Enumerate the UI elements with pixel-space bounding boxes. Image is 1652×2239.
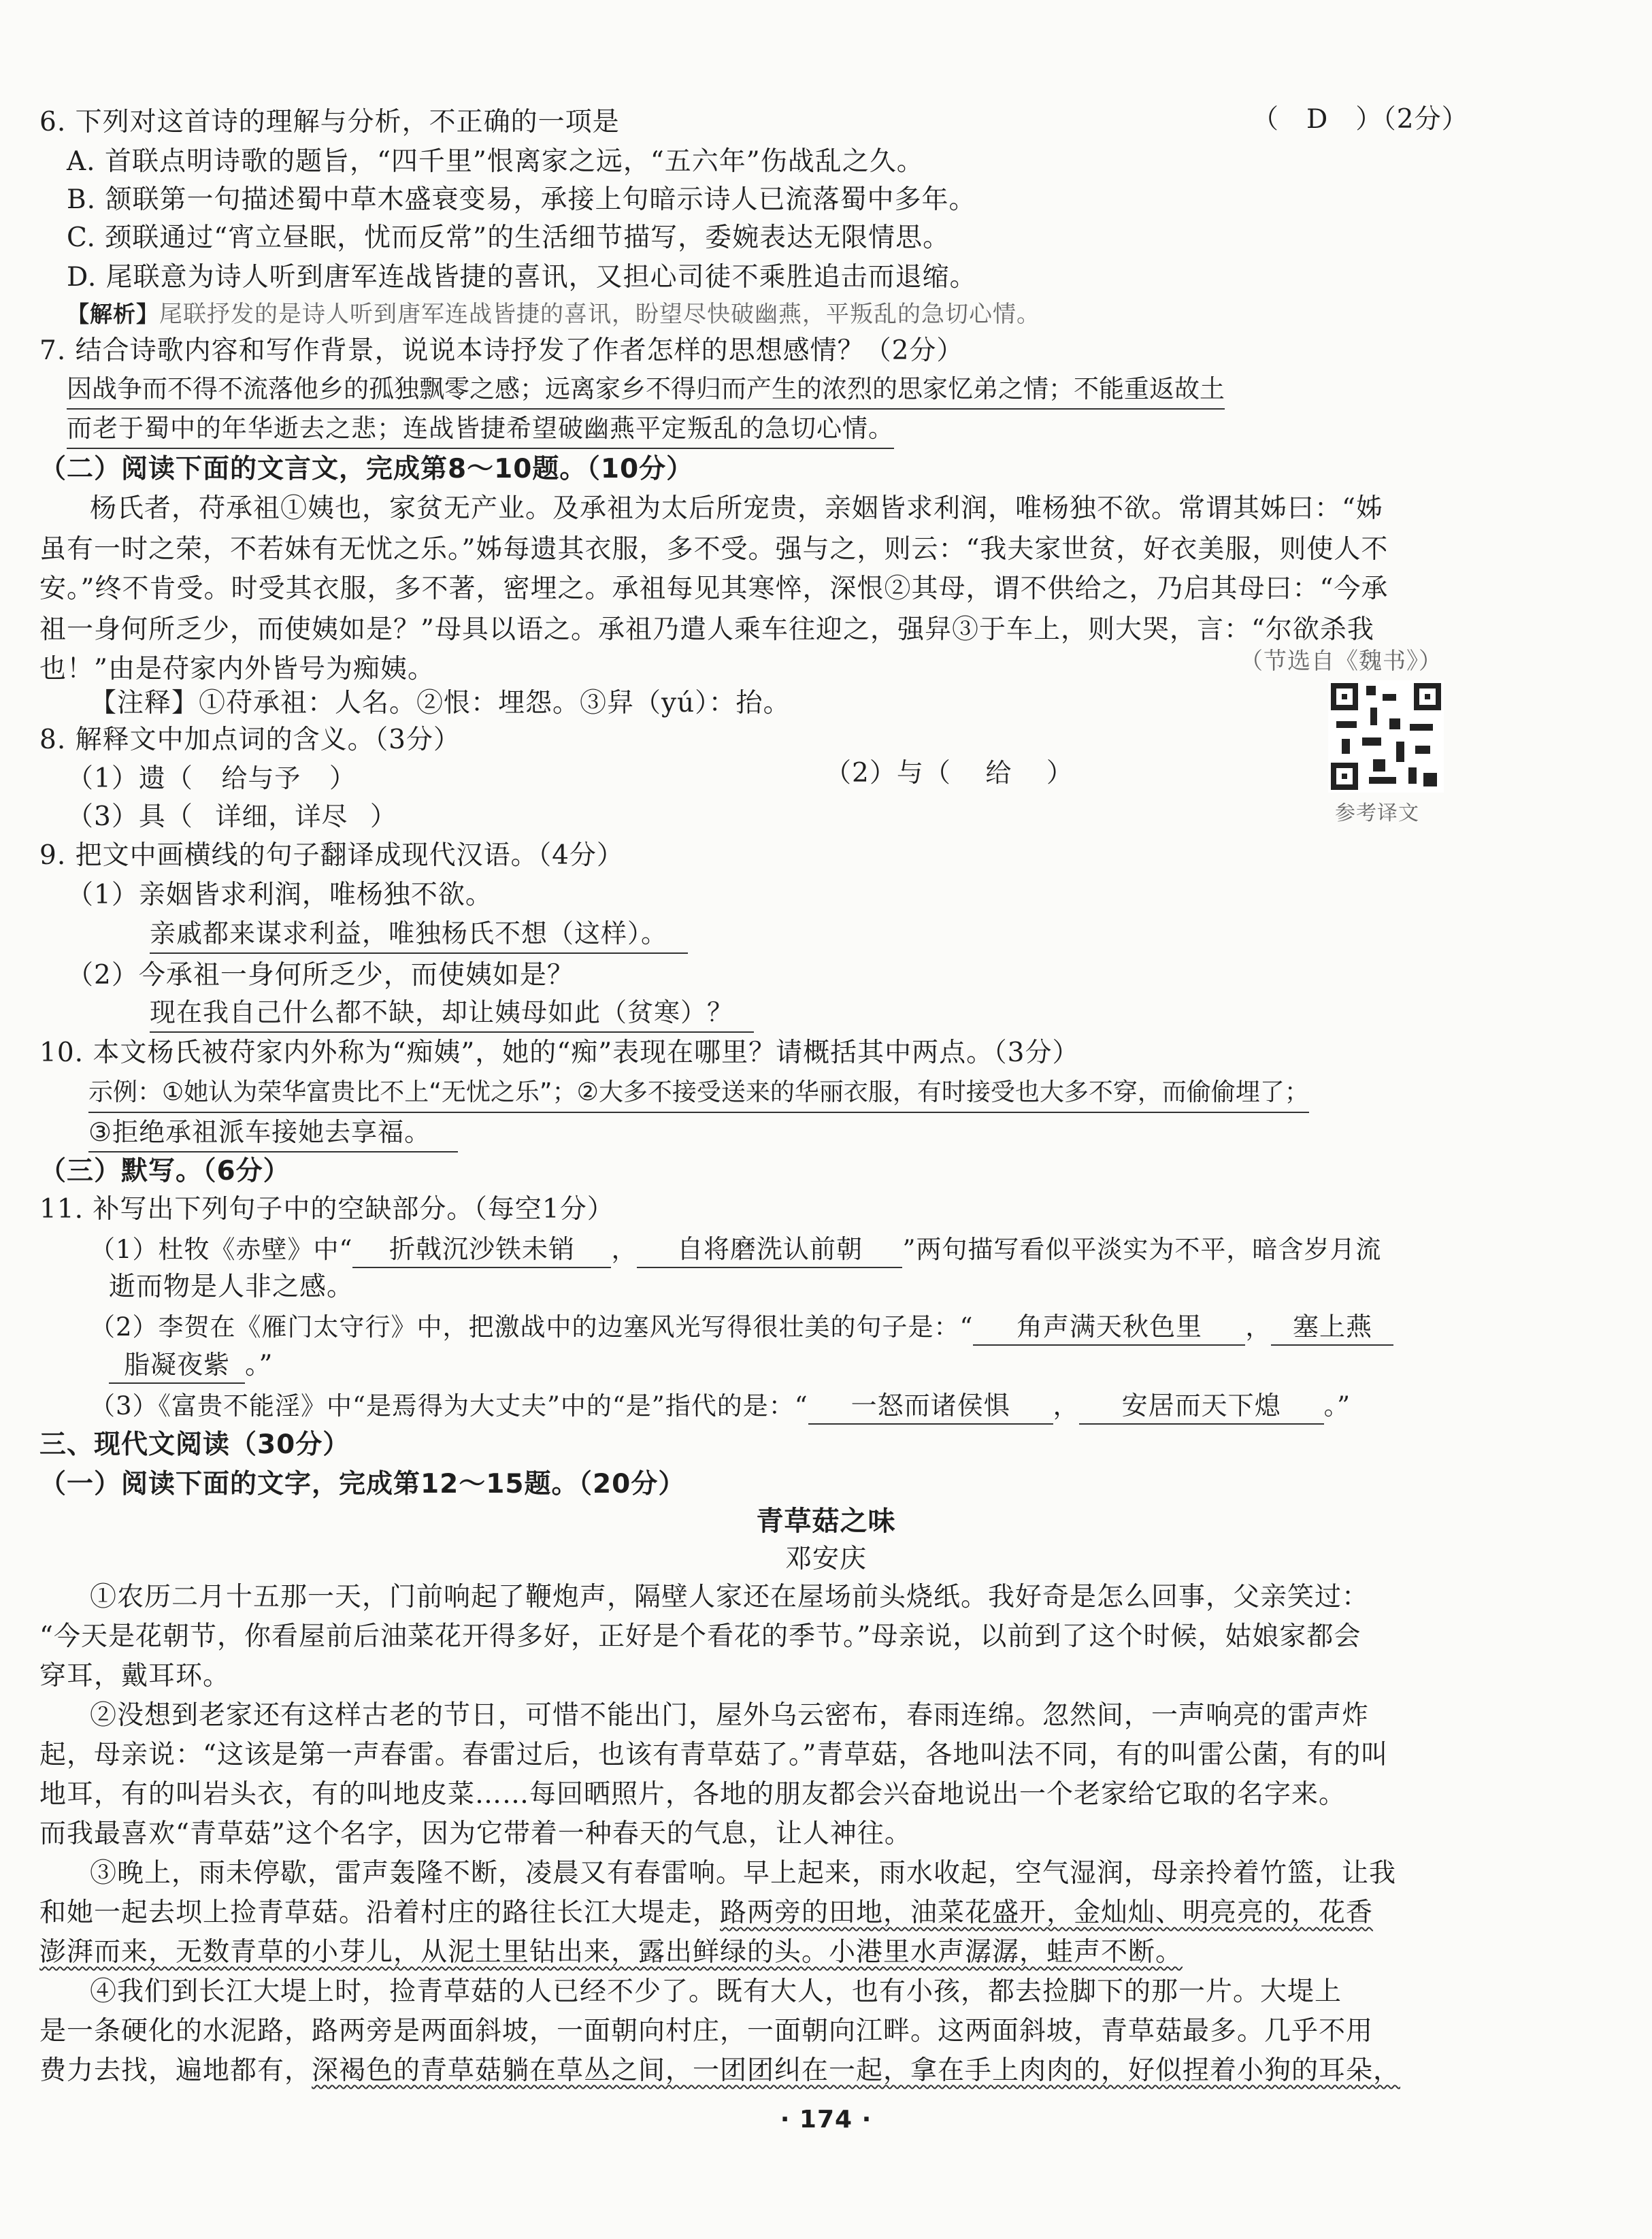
article-p2-line2: 起，母亲说：“这该是第一声春雷。春雷过后，也该有青草菇了。”青草菇，各地叫法不同，有的叫雷公菌，有的叫 xyxy=(39,1740,1389,1770)
qr-caption: 参考译文 xyxy=(1335,801,1419,825)
q9-sentence-2: （2）今承祖一身何所乏少，而使姨如是？ xyxy=(67,960,574,991)
q11-l1-text-a: （1）杜牧《赤壁》中“ xyxy=(90,1235,353,1264)
q11-l1-text-c: ”两句描写看似平淡实为不平，暗含岁月流 xyxy=(902,1235,1382,1264)
q6-stem: 6. 下列对这首诗的理解与分析，不正确的一项是 xyxy=(39,107,620,137)
q11-line-1-cont: 逝而物是人非之感。 xyxy=(109,1272,354,1302)
q8-item-2-label: （2）与（ xyxy=(825,758,951,789)
page-number: · 174 · xyxy=(780,2106,872,2134)
q11-l2-blank-1: 角声满天秋色里 xyxy=(973,1309,1245,1346)
article-p4-line2: 是一条硬化的水泥路，路两旁是两面斜坡，一面朝向村庄，一面朝向江畔。这两面斜坡，青草菇最多。几乎不用 xyxy=(39,2016,1374,2046)
q8-item-1-label: （1）遗（ xyxy=(67,763,193,794)
article-p1-line3: 穿耳，戴耳环。 xyxy=(39,1661,231,1691)
q11-l2-text-a: （2）李贺在《雁门太守行》中，把激战中的边塞风光写得很壮美的句子是：“ xyxy=(90,1312,974,1342)
passage-line-5: 也！”由是苻家内外皆号为痴姨。 xyxy=(39,654,435,684)
q11-line-2-cont xyxy=(109,1347,273,1384)
article-p4-text: 费力去找，遍地都有， xyxy=(39,2055,312,2086)
q8-item-3 xyxy=(67,799,397,835)
article-p4-line3 xyxy=(39,2053,1400,2089)
q11-stem: 11. 补写出下列句子中的空缺部分。（每空1分） xyxy=(39,1194,614,1225)
q11-l2-blank-2: 塞上燕 xyxy=(1271,1309,1393,1346)
part-3-heading: 三、现代文阅读（30分） xyxy=(39,1429,350,1460)
article-author: 邓安庆 xyxy=(784,1544,867,1574)
passage-line-3: 安。”终不肯受。时受其衣服，多不著，密埋之。承祖每见其寒悴，深恨②其母，谓不供给之，乃启其母曰：“今承 xyxy=(39,574,1389,604)
q6-option-a: A. 首联点明诗歌的题旨，“四千里”恨离家之远，“五六年”伤战乱之久。 xyxy=(67,146,924,177)
part-3-subheading: （一）阅读下面的文字，完成第12～15题。（20分） xyxy=(39,1469,686,1499)
q11-l2-text-c: 。” xyxy=(245,1350,274,1380)
q6-option-d: D. 尾联意为诗人听到唐军连战皆捷的喜讯，又担心司徒不乘胜追击而退缩。 xyxy=(67,262,977,293)
q6-answer-bracket: （ D ）（2分） xyxy=(1252,104,1469,135)
q8-item-3-label: （3）具（ xyxy=(67,801,193,832)
q10-answer-line2: ③拒绝承祖派车接她去享福。 xyxy=(88,1114,458,1152)
q9-answer-1: 亲戚都来谋求利益，唯独杨氏不想（这样）。 xyxy=(150,916,688,954)
q8-item-3-close: ） xyxy=(369,801,397,832)
q6-analysis xyxy=(67,297,1040,332)
passage-line-1: 杨氏者，苻承祖①姨也，家贫无产业。及承祖为太后所宠贵，亲姻皆求利润，唯杨独不欲。常谓其姊曰：“姊 xyxy=(90,493,1383,524)
passage-notes: 【注释】①苻承祖：人名。②恨：埋怨。③舁（yú）：抬。 xyxy=(90,688,791,718)
q8-item-1 xyxy=(67,761,357,797)
q11-l1-blank-2: 自将磨洗认前朝 xyxy=(637,1231,902,1268)
article-p2-line3: 地耳，有的叫岩头衣，有的叫地皮菜……每回晒照片，各地的朋友都会兴奋地说出一个老家给它取的名字来。 xyxy=(39,1779,1347,1810)
q6-option-b: B. 颔联第一句描述蜀中草木盛衰变易，承接上句暗示诗人已流落蜀中多年。 xyxy=(67,184,976,215)
q11-line-3 xyxy=(90,1388,1351,1425)
q8-item-2 xyxy=(825,755,1074,791)
q10-stem: 10. 本文杨氏被苻家内外称为“痴姨”，她的“痴”表现在哪里？请概括其中两点。（3分） xyxy=(39,1038,1080,1068)
q11-l1-text-b: ， xyxy=(611,1235,638,1264)
article-p3-line3: 澎湃而来，无数青草的小芽儿，从泥土里钻出来，露出鲜绿的头。小港里水声潺潺，蛙声不断。 xyxy=(39,1937,1183,1968)
analysis-label: 【解析】 xyxy=(67,301,159,327)
article-p3-wavy-1: 路两旁的田地，油菜花盛开，金灿灿、明亮亮的，花香 xyxy=(720,1897,1374,1928)
q11-l3-blank-1: 一怒而诸侯惧 xyxy=(808,1388,1053,1425)
q6-option-c: C. 颈联通过“宵立昼眠，忧而反常”的生活细节描写，委婉表达无限情思。 xyxy=(67,222,951,253)
q7-stem: 7. 结合诗歌内容和写作背景，说说本诗抒发了作者怎样的思想感情？（2分） xyxy=(39,335,964,366)
passage-source: （节选自《魏书》） xyxy=(1240,648,1442,675)
section-2-heading: （二）阅读下面的文言文，完成第8～10题。（10分） xyxy=(39,454,694,484)
passage-line-4: 祖一身何所乏少，而使姨如是？”母具以语之。承祖乃遣人乘车往迎之，强舁③于车上，则大哭，言：“尔欲杀我 xyxy=(39,614,1374,645)
q8-stem: 8. 解释文中加点词的含义。（3分） xyxy=(39,725,461,755)
passage-line-2: 虽有一时之荣，不若妹有无忧之乐。”姊每遗其衣服，多不受。强与之，则云：“我夫家世贫，好衣美服，则使人不 xyxy=(39,534,1389,565)
q8-item-1-close: ） xyxy=(329,763,357,794)
q11-l3-text-c: 。” xyxy=(1323,1391,1351,1421)
section-3-heading: （三）默写。（6分） xyxy=(39,1156,291,1187)
q8-item-3-answer: 详细，详尽 xyxy=(215,801,348,831)
q11-l1-blank-1: 折戟沉沙铁未销 xyxy=(352,1231,611,1268)
article-p3-text: 和她一起去坝上捡青草菇。沿着村庄的路往长江大堤走， xyxy=(39,1897,721,1928)
q11-line-2 xyxy=(90,1309,1393,1346)
qr-code-icon[interactable] xyxy=(1328,680,1444,793)
article-p3-line1: ③晚上，雨未停歇，雷声轰隆不断，凌晨又有春雷响。早上起来，雨水收起，空气湿润，母亲拎着竹篮，让我 xyxy=(90,1858,1397,1889)
article-title: 青草菇之味 xyxy=(756,1506,896,1537)
q11-l3-text-b: ， xyxy=(1053,1391,1079,1421)
article-p4-wavy: 深褐色的青草菇躺在草丛之间，一团团纠在一起，拿在手上肉肉的，好似捏着小狗的耳朵， xyxy=(312,2055,1401,2086)
q7-answer-line2: 而老于蜀中的年华逝去之悲；连战皆捷希望破幽燕平定叛乱的急切心情。 xyxy=(67,411,894,449)
article-p4-line1: ④我们到长江大堤上时，捡青草菇的人已经不少了。既有大人，也有小孩，都去捡脚下的那一片。大堤上 xyxy=(90,1976,1342,2007)
article-p3-line2 xyxy=(39,1895,1373,1931)
analysis-text: 尾联抒发的是诗人听到唐军连战皆捷的喜讯，盼望尽快破幽燕，平叛乱的急切心情。 xyxy=(159,301,1040,328)
q10-answer-line1: 示例：①她认为荣华富贵比不上“无忧之乐”；②大多不接受送来的华丽衣服，有时接受也大多不穿，而偷偷埋了； xyxy=(88,1075,1309,1113)
q9-answer-2: 现在我自己什么都不缺，却让姨母如此（贫寒）？ xyxy=(150,995,754,1033)
q9-stem: 9. 把文中画横线的句子翻译成现代汉语。（4分） xyxy=(39,840,624,871)
q8-item-1-answer: 给与予 xyxy=(221,763,301,793)
article-p1-line1: ①农历二月十五那一天，门前响起了鞭炮声，隔壁人家还在屋场前头烧纸。我好奇是怎么回事，父亲笑过： xyxy=(90,1582,1370,1612)
q7-answer-line1: 因战争而不得不流落他乡的孤独飘零之感；远离家乡不得归而产生的浓烈的思家忆弟之情；不能重返故土 xyxy=(67,371,1225,410)
q11-l3-text-a: （3）《富贵不能淫》中“是焉得为大丈夫”中的“是”指代的是：“ xyxy=(90,1391,808,1421)
q9-sentence-1: （1）亲姻皆求利润，唯杨独不欲。 xyxy=(67,880,493,910)
q8-item-2-answer: 给 xyxy=(985,758,1012,788)
article-p2-line1: ②没想到老家还有这样古老的节日，可惜不能出门，屋外乌云密布，春雨连绵。忽然间，一声响亮的雷声炸 xyxy=(90,1700,1370,1731)
q11-l2-blank-2b: 脂凝夜紫 xyxy=(109,1347,245,1384)
q11-line-1 xyxy=(90,1231,1381,1268)
q11-l2-text-b: ， xyxy=(1245,1312,1272,1342)
q8-item-2-close: ） xyxy=(1046,758,1074,789)
q11-l3-blank-2: 安居而天下熄 xyxy=(1079,1388,1324,1425)
article-p1-line2: “今天是花朝节，你看屋前后油菜花开得多好，正好是个看花的季节。”母亲说，以前到了这个时候，姑娘家都会 xyxy=(39,1621,1361,1652)
article-p2-line4: 而我最喜欢“青草菇”这个名字，因为它带着一种春天的气息，让人神往。 xyxy=(39,1819,912,1849)
